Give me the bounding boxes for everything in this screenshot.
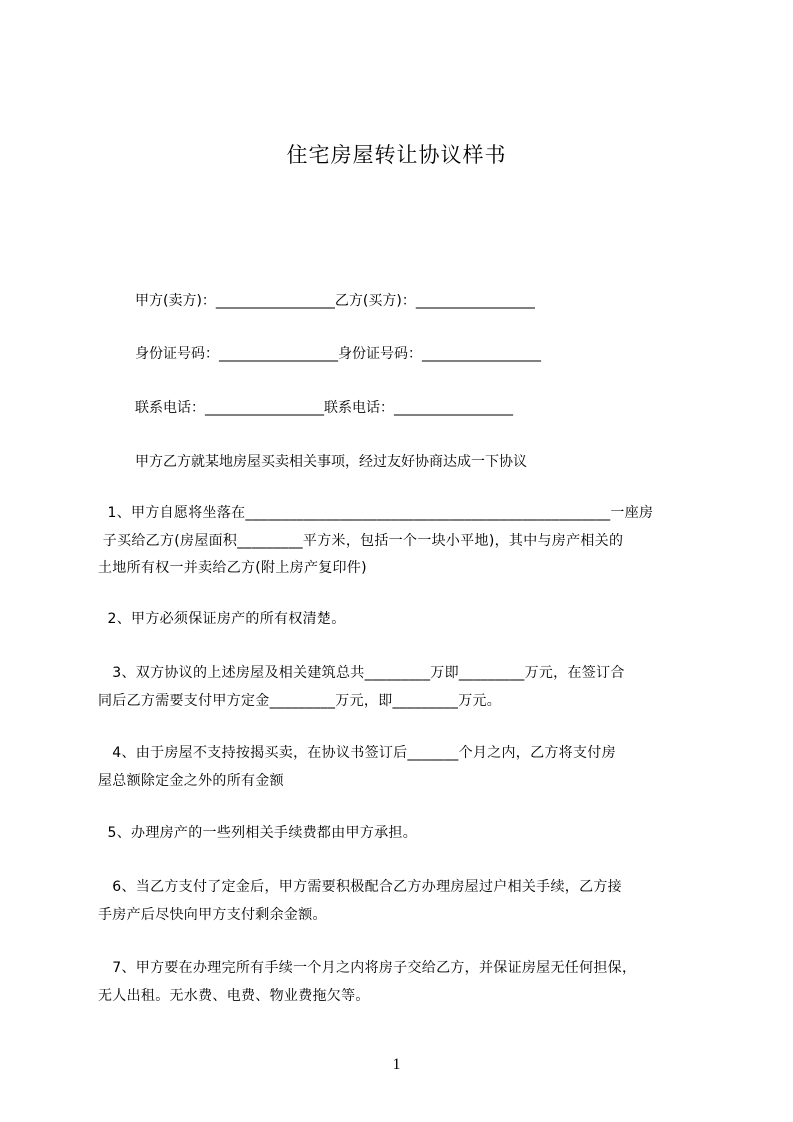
clause-7: 7、甲方要在办理完所有手续一个月之内将房子交给乙方，并保证房屋无任何担保， 无人出租。无水费、电费、物业费拖欠等。 — [98, 960, 637, 1004]
id-number-line: 身份证号码：_________________身份证号码：_________________ — [135, 346, 541, 362]
clause-1: 1、甲方自愿将坐落在__________________________________________________一座房 子买给乙方(房屋面积_________平方米，包括一个一块小平地)，其中与房产相关的 土地所有权一并卖给乙方(附上房产复印件) — [98, 505, 654, 576]
page-number: 1 — [392, 1056, 401, 1073]
phone-line: 联系电话：_________________联系电话：_________________ — [135, 400, 513, 416]
clause-2: 2、甲方必须保证房产的所有权清楚。 — [98, 611, 346, 627]
clause-5: 5、办理房产的一些列相关手续费都由甲方承担。 — [98, 825, 418, 841]
clause-6: 6、当乙方支付了定金后，甲方需要积极配合乙方办理房屋过户相关手续，乙方接 手房产后尽快向甲方支付剩余金额。 — [98, 879, 622, 923]
document-title: 住宅房屋转让协议样书 — [286, 143, 507, 167]
intro-text: 甲方乙方就某地房屋买卖相关事项，经过友好协商达成一下协议 — [135, 454, 527, 470]
party-names-line: 甲方(卖方)：_________________乙方(买方)：_________________ — [135, 293, 535, 309]
clause-4: 4、由于房屋不支持按揭买卖，在协议书签订后_______个月之内，乙方将支付房 屋总额除定金之外的所有金额 — [98, 745, 616, 789]
clause-3: 3、双方协议的上述房屋及相关建筑总共_________万即_________万元，在签订合 同后乙方需要支付甲方定金_________万元，即_________万元。 — [98, 665, 625, 709]
